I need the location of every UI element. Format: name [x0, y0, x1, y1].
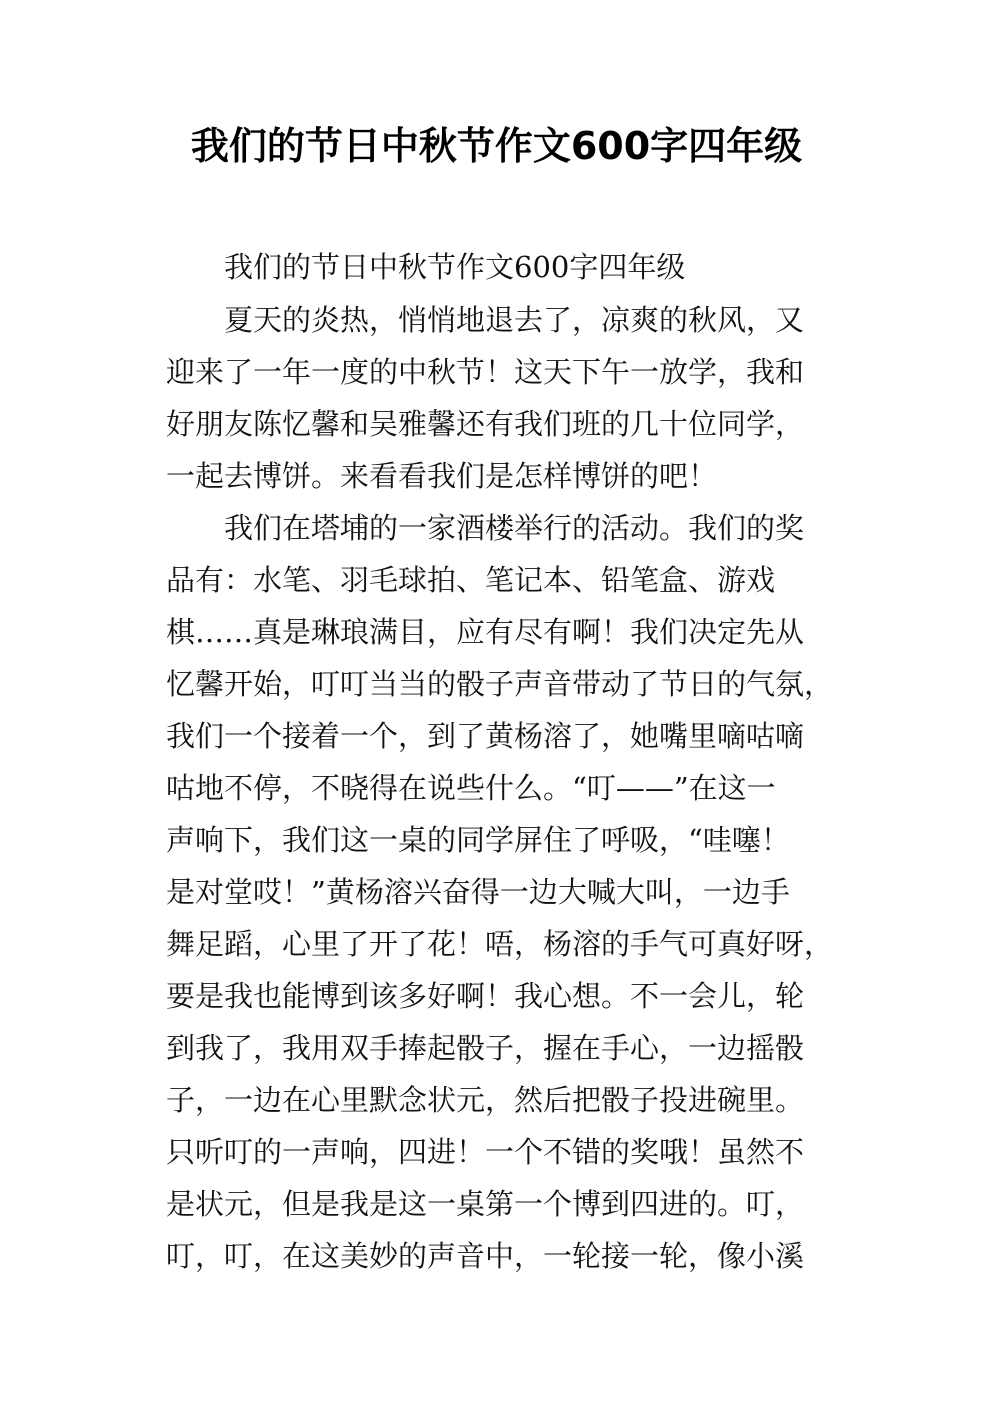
essay-line: 我们的节日中秋节作文600字四年级	[224, 250, 686, 284]
essay-line: 要是我也能博到该多好啊！我心想。不一会儿，轮	[166, 979, 805, 1013]
essay-line: 是状元，但是我是这一桌第一个博到四进的。叮，	[166, 1187, 805, 1221]
essay-line: 忆馨开始，叮叮当当的骰子声音带动了节日的气氛，	[166, 667, 834, 701]
essay-line: 我们一个接着一个，到了黄杨溶了，她嘴里嘀咕嘀	[166, 719, 805, 753]
essay-line: 夏天的炎热，悄悄地退去了，凉爽的秋风，又	[224, 303, 805, 337]
essay-line: 是对堂哎！”黄杨溶兴奋得一边大喊大叫，一边手	[166, 875, 790, 909]
essay-line: 只听叮的一声响，四进！一个不错的奖哦！虽然不	[166, 1135, 805, 1169]
essay-line: 好朋友陈忆馨和吴雅馨还有我们班的几十位同学，	[166, 407, 805, 441]
essay-line: 一起去博饼。来看看我们是怎样博饼的吧！	[166, 459, 718, 493]
essay-line: 子，一边在心里默念状元，然后把骰子投进碗里。	[166, 1083, 805, 1117]
essay-line: 品有：水笔、羽毛球拍、笔记本、铅笔盒、游戏	[166, 563, 776, 597]
essay-line: 棋……真是琳琅满目，应有尽有啊！我们决定先从	[166, 615, 805, 649]
essay-line: 到我了，我用双手捧起骰子，握在手心，一边摇骰	[166, 1031, 805, 1065]
essay-line: 声响下，我们这一桌的同学屏住了呼吸，“哇噻！	[166, 823, 790, 857]
essay-line: 我们在塔埔的一家酒楼举行的活动。我们的奖	[224, 511, 805, 545]
page-title: 我们的节日中秋节作文600字四年级	[190, 124, 803, 168]
essay-line: 迎来了一年一度的中秋节！这天下午一放学，我和	[166, 355, 805, 389]
essay-line: 咕地不停，不晓得在说些什么。“叮——”在这一	[166, 771, 776, 805]
essay-line: 舞足蹈，心里了开了花！唔，杨溶的手气可真好呀，	[166, 927, 834, 961]
essay-line: 叮，叮，在这美妙的声音中，一轮接一轮，像小溪	[166, 1239, 805, 1273]
